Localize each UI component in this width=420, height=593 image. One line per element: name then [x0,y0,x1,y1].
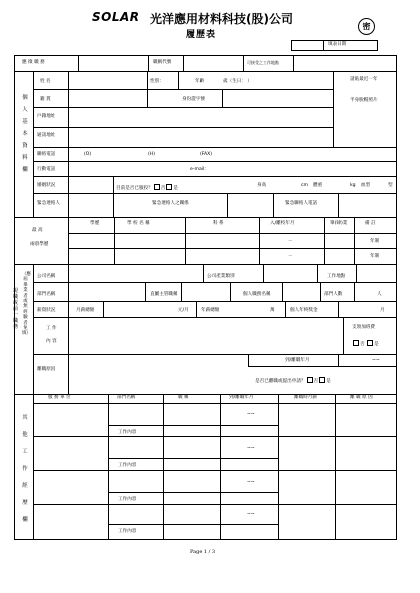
phone-office: (O) [84,152,92,157]
code-label: 職稱代號 [153,60,172,65]
other-col-arrive: 到/離職年月 [229,395,254,400]
annual-unit: 萬 [270,308,275,313]
edu-col-degree: 學歷 [90,221,100,226]
job-title-label: 個人職務名稱 [243,292,271,297]
other-col-salary: 離職時月薪 [294,395,317,400]
military-no-checkbox[interactable] [154,184,160,190]
work-content-input[interactable] [70,319,340,352]
dept-label: 部門名稱 [37,292,56,297]
mailing-address-input[interactable] [70,129,330,143]
headcount-label: 部門人數 [324,292,343,297]
name-input[interactable] [70,73,145,87]
household-address-label: 戶籍地址 [37,114,56,119]
education-label-1: 最 高 [32,228,43,233]
other-col-title: 職 稱 [178,395,189,400]
confidential-seal: 密 [358,18,375,35]
edu-col-period: 入/離校年月 [270,221,295,226]
year-end-bonus-label: 個人年終獎金 [290,308,318,313]
emergency-contact-label: 緊急連絡人 [37,201,60,206]
military-question: 目前是否已服役？ 否 是 [116,186,178,191]
leave-reason-input[interactable] [70,356,245,392]
id-number-input[interactable] [224,91,331,105]
arrive-leave-label: 到/離職年月 [285,358,310,363]
work-content-label-2: 內 容 [46,339,57,344]
other-row3-work-content: 工作內容 [118,497,137,502]
edu-col-school: 學 校 名 稱 [127,221,150,226]
overtime-options: 否 是 [352,340,379,348]
age-label: 年齡 [195,79,205,84]
other-row4-tilde: ~~ [247,512,255,517]
blood-label: 血型 [361,183,371,188]
military-yes-checkbox[interactable] [166,184,172,190]
mobile-input[interactable] [70,163,180,173]
salary-label: 薪資狀況 [37,308,56,313]
other-col-company: 服 務 單 位 [48,395,71,400]
annual-salary-label: 年薪總額 [201,308,220,313]
overtime-no-checkbox[interactable] [353,340,359,346]
photo-note-1: 請貼最近一年 [350,77,378,82]
page-number: Page 1 / 3 [190,549,216,555]
height-unit: cm [301,183,309,188]
work-location-label-2: 工作地點 [327,274,346,279]
headcount-unit: 人 [377,292,382,297]
name-label: 姓 名 [40,79,51,84]
email-input[interactable] [222,163,392,173]
native-label: 籍 貫 [40,97,51,102]
blood-unit: 型 [388,183,393,188]
arrive-leave-tilde: ~~ [372,358,380,363]
leave-reason-label: 離職原因 [37,367,56,372]
edu-row2-dash: － [288,254,293,259]
position-label: 應 徵 職 務 [22,60,45,65]
resigned-no-checkbox[interactable] [307,377,313,383]
resigned-question: 是否已離職或提出申請？ 否 是 [255,379,331,384]
personal-section-label: 個人基本資料欄 [22,95,28,173]
emergency-relation-label: 緊急連絡人之關係 [152,201,189,206]
work-location-label: 可接受之工作地點 [247,60,279,65]
gender-label: 性別： [150,79,164,84]
phone-fax: (FAX) [200,152,213,157]
monthly-unit: 元/月 [178,308,189,313]
id-number-label: 身份證字號 [182,97,205,102]
work-content-label-1: 工 作 [46,326,57,331]
edu-col-note: 備 註 [365,221,376,226]
other-row2-tilde: ~~ [247,446,255,451]
supervisor-label: 直屬主管職稱 [150,292,178,297]
other-col-dept: 部門名稱 [117,395,136,400]
company-logo: SOLAR [92,10,140,24]
other-row1-work-content: 工作內容 [118,430,137,435]
height-label: 身高 [257,183,267,188]
edu-col-dept: 科 系 [213,221,224,226]
form-title: 履歷表 [186,30,217,40]
company-input[interactable] [70,266,200,280]
birthday-label: 歲（生日： ） [223,79,253,84]
edu-row1-dash: － [288,239,293,244]
industry-label: 公司產業類別 [207,274,235,279]
company-name: 光洋應用材料科技(股)公司 [150,12,293,26]
phone-label: 聯絡電話 [37,152,56,157]
monthly-salary-label: 月薪總額 [76,308,95,313]
bonus-month-unit: 月 [380,308,385,313]
fill-date-label: 填表日期 [328,42,347,47]
resigned-yes-checkbox[interactable] [319,377,325,383]
overtime-label: 支領加班費 [352,325,375,330]
edu-row2-year: 年制 [370,254,380,259]
mobile-label: 行動電話 [37,167,56,172]
mailing-address-label: 通訊地址 [37,133,56,138]
phone-home: (H) [148,152,156,157]
company-label: 公司名稱 [37,274,56,279]
email-label: e-mail： [190,167,209,172]
marital-label: 婚姻狀況 [37,183,56,188]
overtime-yes-checkbox[interactable] [367,340,373,346]
header [0,0,420,42]
fill-date-input[interactable] [345,41,377,50]
education-label-2: 兩項學歷 [30,242,49,247]
emergency-phone-label: 緊急聯絡人電話 [285,201,318,206]
other-experience-section-label: 其他工作經歷欄 [22,415,28,523]
photo-note-2: 半身脫帽照片 [350,98,378,103]
photo-area[interactable] [335,73,395,145]
other-row3-tilde: ~~ [247,480,255,485]
other-row4-work-content: 工作內容 [118,529,137,534]
other-col-reason: 離 職 原 因 [350,395,373,400]
weight-unit: kg [350,183,356,188]
edu-col-status: 畢(肄)業 [330,221,348,226]
weight-label: 體重 [313,183,323,188]
other-row1-tilde: ~~ [247,412,255,417]
other-row2-work-content: 工作內容 [118,463,137,468]
position-input[interactable] [80,57,146,69]
current-job-section-label: 現職或前一職務 [12,288,18,330]
current-job-section-note: （應屆畢業者或無經驗者免填） [22,272,31,337]
household-address-input[interactable] [70,109,330,123]
edu-row1-year: 年制 [370,239,380,244]
